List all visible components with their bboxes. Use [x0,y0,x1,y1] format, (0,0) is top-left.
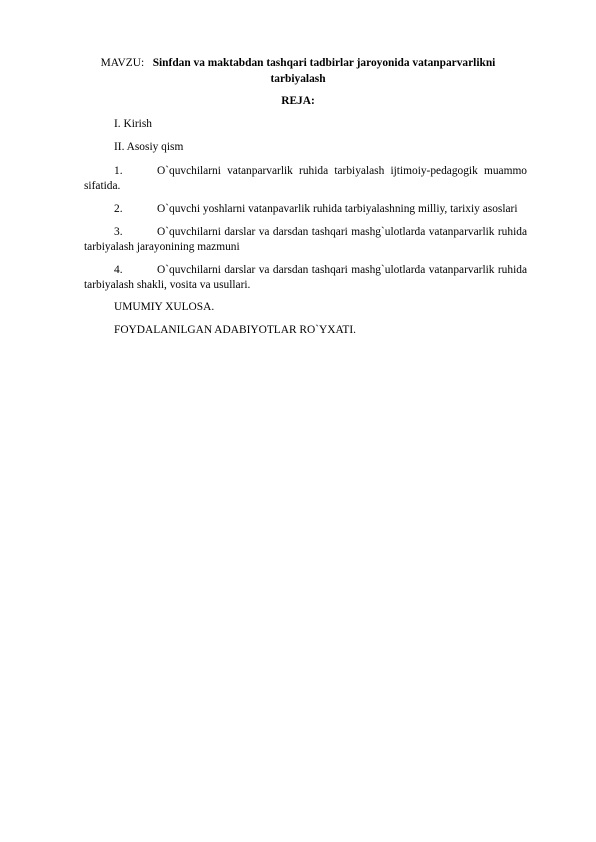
plan-item-1 [84,164,527,194]
plan-item-number: 3. [114,226,123,238]
plan-item-text-line-1: O`quvchilarni darslar va darsdan tashqari mashg`ulotlarda vatanparvarlik ruhida [157,226,527,238]
plan-heading: REJA: [281,95,315,107]
plan-item-text-line-1: O`quvchilarni darslar va darsdan tashqari mashg`ulotlarda vatanparvarlik ruhida [157,264,527,276]
plan-item-text-line-2: sifatida. [84,180,121,192]
plan-conclusion: UMUMIY XULOSA. [114,301,215,313]
page-title [84,55,512,87]
title-main-line-2: tarbiyalash [270,73,326,85]
plan-item-text-line-1: O`quvchi yoshlarni vatanpavarlik ruhida tarbiyalashning milliy, tarixiy asoslari [157,203,518,215]
plan-item-number: 4. [114,264,123,276]
title-line-1 [84,55,512,71]
plan-intro: I. Kirish [114,118,152,130]
plan-references: FOYDALANILGAN ADABIYOTLAR RO`YXATI. [114,324,357,336]
plan-item-text-line-1: O`quvchilarni vatanparvarlik ruhida tarbiyalash ijtimoiy-pedagogik muammo [157,165,527,177]
plan-item-4 [84,263,527,293]
plan-main-part: II. Asosiy qism [114,141,184,153]
plan-item-text-line-2: tarbiyalash jarayonining mazmuni [84,241,240,253]
plan-item-text-line-2: tarbiyalash shakli, vosita va usullari. [84,279,251,291]
plan-item-3 [84,225,527,255]
title-prefix: MAVZU: [100,57,145,69]
plan-item-2 [84,202,527,217]
plan-item-number: 2. [114,203,123,215]
title-main-line-1: Sinfdan va maktabdan tashqari tadbirlar jaroyonida vatanparvarlikni [152,57,496,69]
plan-item-number: 1. [114,165,123,177]
